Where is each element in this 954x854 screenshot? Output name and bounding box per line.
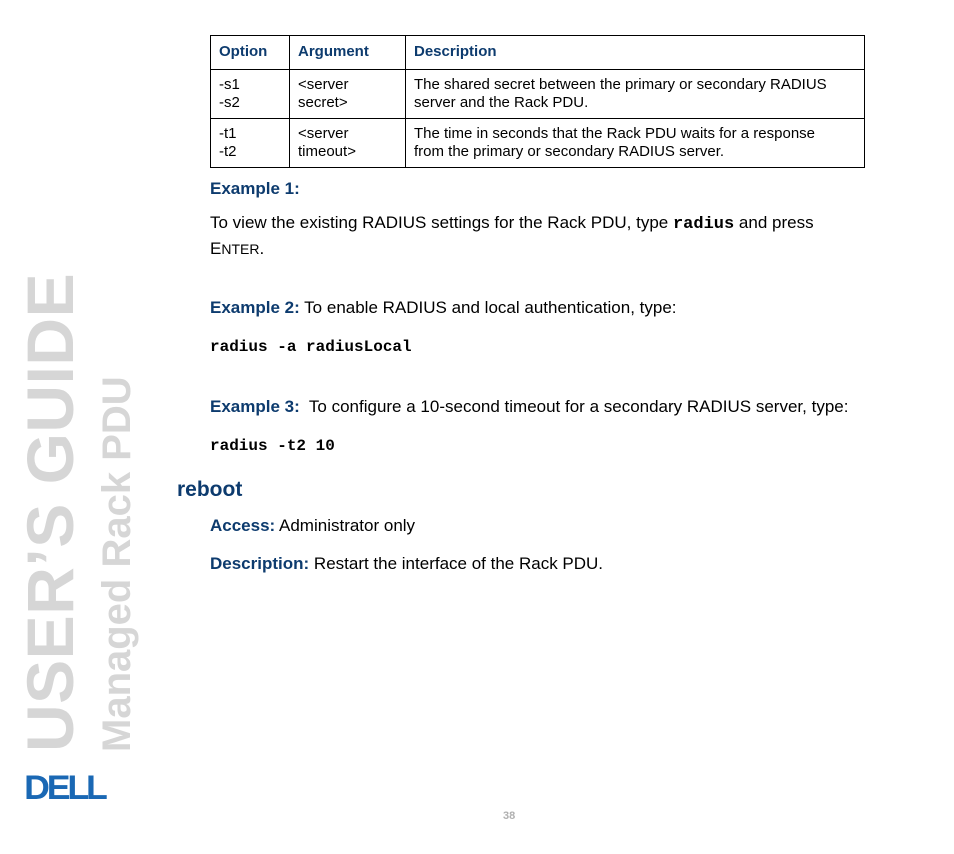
argument-cell bbox=[290, 119, 406, 168]
example-3-code: radius -t2 10 bbox=[210, 437, 335, 455]
example-1-text-after: and press bbox=[734, 213, 814, 232]
argument-cell bbox=[290, 70, 406, 119]
argument-line: <server bbox=[298, 76, 349, 93]
description-line: The shared secret between the primary or secondary RADIUS bbox=[414, 76, 827, 93]
option-cell bbox=[211, 119, 290, 168]
enter-key-end: . bbox=[259, 239, 265, 258]
dell-logo: DELL bbox=[24, 769, 105, 807]
option-line: -s1 bbox=[219, 76, 240, 93]
access-paragraph bbox=[210, 514, 415, 538]
option-cell bbox=[211, 70, 290, 119]
access-label: Access: bbox=[210, 516, 276, 535]
argument-line: timeout> bbox=[298, 143, 356, 160]
access-text: Administrator only bbox=[275, 516, 416, 535]
example-3-paragraph bbox=[210, 395, 848, 419]
option-line: -s2 bbox=[219, 94, 240, 111]
reboot-heading: reboot bbox=[177, 478, 243, 501]
example-2-paragraph bbox=[210, 296, 677, 320]
enter-key-first: E bbox=[210, 239, 222, 258]
example-1-label: Example 1: bbox=[210, 179, 300, 198]
product-subtitle: Managed Rack PDU bbox=[95, 376, 139, 752]
table-header-row bbox=[211, 36, 865, 70]
example-1-text bbox=[210, 211, 910, 261]
side-title bbox=[13, 272, 139, 752]
enter-key-rest: NTER bbox=[221, 241, 260, 257]
example-1-text-before: To view the existing RADIUS settings for the Rack PDU, type bbox=[210, 213, 673, 232]
header-argument: Argument bbox=[290, 36, 406, 70]
table-row bbox=[211, 119, 865, 168]
options-table bbox=[210, 35, 865, 168]
description-line: server and the Rack PDU. bbox=[414, 94, 589, 111]
argument-line: secret> bbox=[298, 94, 348, 111]
example-2-text: To enable RADIUS and local authentication, type: bbox=[299, 298, 677, 317]
description-cell bbox=[406, 70, 865, 119]
header-option: Option bbox=[211, 36, 290, 70]
description-paragraph bbox=[210, 552, 603, 576]
example-1-command: radius bbox=[672, 215, 735, 234]
description-line: The time in seconds that the Rack PDU waits for a response bbox=[414, 125, 816, 142]
example-2-code: radius -a radiusLocal bbox=[210, 338, 412, 356]
option-line: -t2 bbox=[219, 143, 237, 160]
example-3-text: To configure a 10-second timeout for a secondary RADIUS server, type: bbox=[299, 397, 849, 416]
users-guide-title: USER’S GUIDE bbox=[13, 272, 87, 752]
argument-line: <server bbox=[298, 125, 349, 142]
example-2-label: Example 2: bbox=[210, 298, 300, 317]
description-label: Description: bbox=[210, 554, 310, 573]
example-3-label: Example 3: bbox=[210, 397, 300, 416]
header-description: Description bbox=[406, 36, 865, 70]
table-row bbox=[211, 70, 865, 119]
description-text: Restart the interface of the Rack PDU. bbox=[309, 554, 604, 573]
description-line: from the primary or secondary RADIUS server. bbox=[414, 143, 725, 160]
description-cell bbox=[406, 119, 865, 168]
page-number: 38 bbox=[503, 810, 516, 822]
option-line: -t1 bbox=[219, 125, 237, 142]
